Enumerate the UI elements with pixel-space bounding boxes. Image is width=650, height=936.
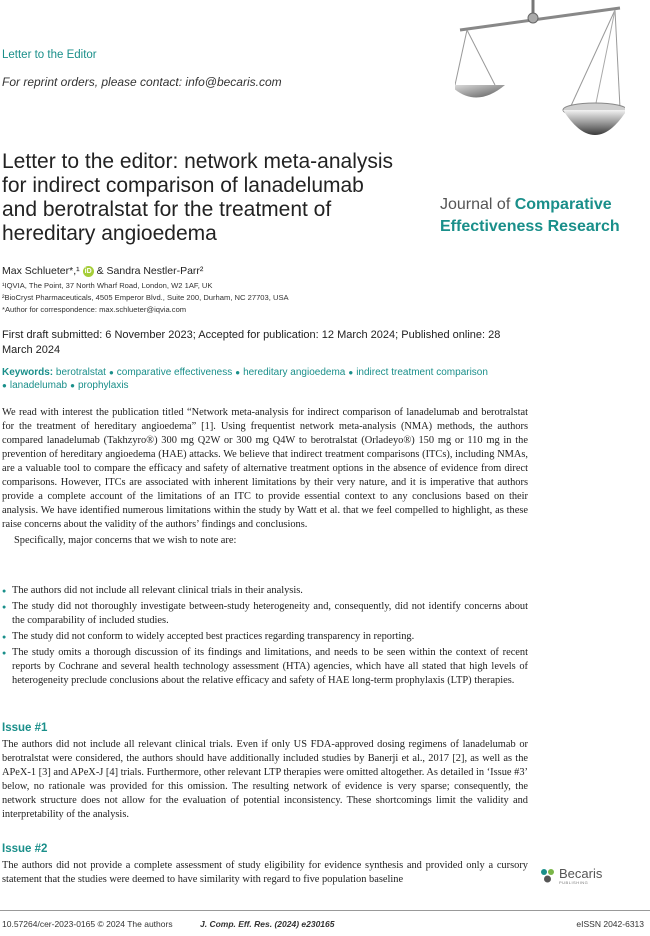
list-item: ● The study did not conform to widely accepted best practices regarding transparency in reporting. <box>2 630 528 644</box>
issue-1-heading: Issue #1 <box>2 722 48 734</box>
footer-divider <box>0 910 650 911</box>
author-first: Max Schlueter*,¹ <box>2 265 80 277</box>
becaris-logo <box>540 862 612 890</box>
publication-dates: First draft submitted: 6 November 2023; Accepted for publication: 12 March 2024; Published online: 28 March 2024 <box>2 329 501 356</box>
author-list <box>2 265 203 277</box>
keyword[interactable]: berotralstat <box>55 367 106 378</box>
keyword[interactable]: prophylaxis <box>77 380 129 391</box>
journal-name-line2: Effectiveness Research <box>440 218 620 235</box>
issue-2-heading: Issue #2 <box>2 843 48 855</box>
reprint-notice: For reprint orders, please contact: info@becaris.com <box>2 75 282 89</box>
author-rest: & Sandra Nestler-Parr² <box>96 265 204 277</box>
intro-text <box>2 406 528 548</box>
journal-name <box>440 194 620 238</box>
concerns-list <box>2 584 528 690</box>
orcid-icon[interactable]: iD <box>84 267 92 275</box>
issue-2-text: The authors did not provide a complete assessment of study eligibility for evidence synthesis and provided only a cursory statement that the studies were deemed to have similarity with regard to five population baseline <box>2 860 528 885</box>
keyword[interactable]: hereditary angioedema <box>243 367 346 378</box>
article-type-label: Letter to the Editor <box>2 49 97 61</box>
article-title <box>2 150 442 246</box>
becaris-wordmark: Becaris <box>559 865 603 881</box>
journal-name-bold: Comparative <box>514 196 612 213</box>
footer-doi: 10.57264/cer-2023-0165 © 2024 The authors <box>2 919 173 929</box>
keywords-label: Keywords: <box>2 367 54 378</box>
bullet-icon: ● <box>348 368 354 377</box>
affiliation: ²BioCryst Pharmaceuticals, 4505 Emperor Blvd., Suite 200, Durham, NC 27703, USA <box>2 293 289 302</box>
becaris-mark-icon <box>540 867 556 885</box>
intro-paragraph: We read with interest the publication titled “Network meta-analysis for indirect comparison of lanadelumab and berotralstat for the treatment of hereditary angioedema” [1]. Using frequentist network meta-analysis (NMA) methods, the authors compared lanadelumab (Takhzyro®) 300 mg Q2W or 300 mg Q4W to berotralstat (Orladeyo®) 150 mg or 110 mg in the prevention of hereditary angioedema (HAE) attacks. We believe that indirect treatment comparisons (ITCs), including NMAs, are a valuable tool to compare the efficacy and safety of alternative treatment options in the absence of evidence from direct comparisons. However, ITCs are associated with inherent limitations by their very nature, and it is imperative that authors provide a complete account of the limitations of an ITC to provide essential context to any conclusions based on their analysis. We have identified numerous limitations within the study by Watt et al. that we feel compelled to highlight, as these raise concerns about the validity of the authors’ findings and conclusions. <box>2 407 528 530</box>
balance-scale-illustration <box>455 0 625 160</box>
bullet-icon: ● <box>70 381 75 390</box>
footer-citation: J. Comp. Eff. Res. (2024) e230165 <box>200 919 335 929</box>
becaris-subtext: PUBLISHING <box>559 879 589 885</box>
title-line: for indirect comparison of lanadelumab <box>2 174 364 197</box>
title-line: hereditary angioedema <box>2 222 217 245</box>
title-line: Letter to the editor: network meta-analysis <box>2 150 394 173</box>
keyword[interactable]: lanadelumab <box>9 380 68 391</box>
affiliation: ¹IQVIA, The Point, 37 North Wharf Road, London, W2 1AF, UK <box>2 281 213 290</box>
bullet-icon: ● <box>235 368 241 377</box>
footer-issn: eISSN 2042-6313 <box>576 919 644 929</box>
bullet-icon: ● <box>108 368 114 377</box>
title-line: and berotralstat for the treatment of <box>2 198 332 221</box>
keywords <box>2 366 532 392</box>
list-item: ● The authors did not include all relevant clinical trials in their analysis. <box>2 584 528 598</box>
concerns-intro: Specifically, major concerns that we wish to note are: <box>14 535 237 546</box>
list-item: ● The study omits a thorough discussion of its findings and limitations, and needs to be seen within the context of recent reports by Cochrane and several health technology assessment (HTA) agencies, which have all stated that high levels of heterogeneity preclude conclusions about the relative efficacy and safety of HAE long-term prophylaxis (LTP) therapies. <box>2 646 528 688</box>
issue-1-text: The authors did not include all relevant clinical trials. Even if only US FDA-approved dosing regimens of lanadelumab or berotralstat were considered, the authors should have additionally included studies by Banerji et al., 2017 [2], as well as the APeX-1 [3] and APeX-J [4] trials. Furthermore, other relevant LTP therapies were omitted altogether. As detailed in ‘Issue #3’ below, no rationale was provided for this omission. The resulting network of evidence is very sparse; consequently, the network structure does not allow for the evaluation of potential inconsistency. These shortcomings limit the validity and interpretability of the analysis. <box>2 739 528 820</box>
journal-name-plain: Journal of <box>440 196 515 213</box>
list-item: ● The study did not thoroughly investigate between-study heterogeneity and, consequently, did not identify concerns about the comparability of included studies. <box>2 600 528 628</box>
keyword[interactable]: comparative effectiveness <box>116 367 233 378</box>
keyword[interactable]: indirect treatment comparison <box>356 367 488 378</box>
bullet-icon: ● <box>2 381 7 390</box>
correspondence: *Author for correspondence: max.schlueter@iqvia.com <box>2 305 187 314</box>
